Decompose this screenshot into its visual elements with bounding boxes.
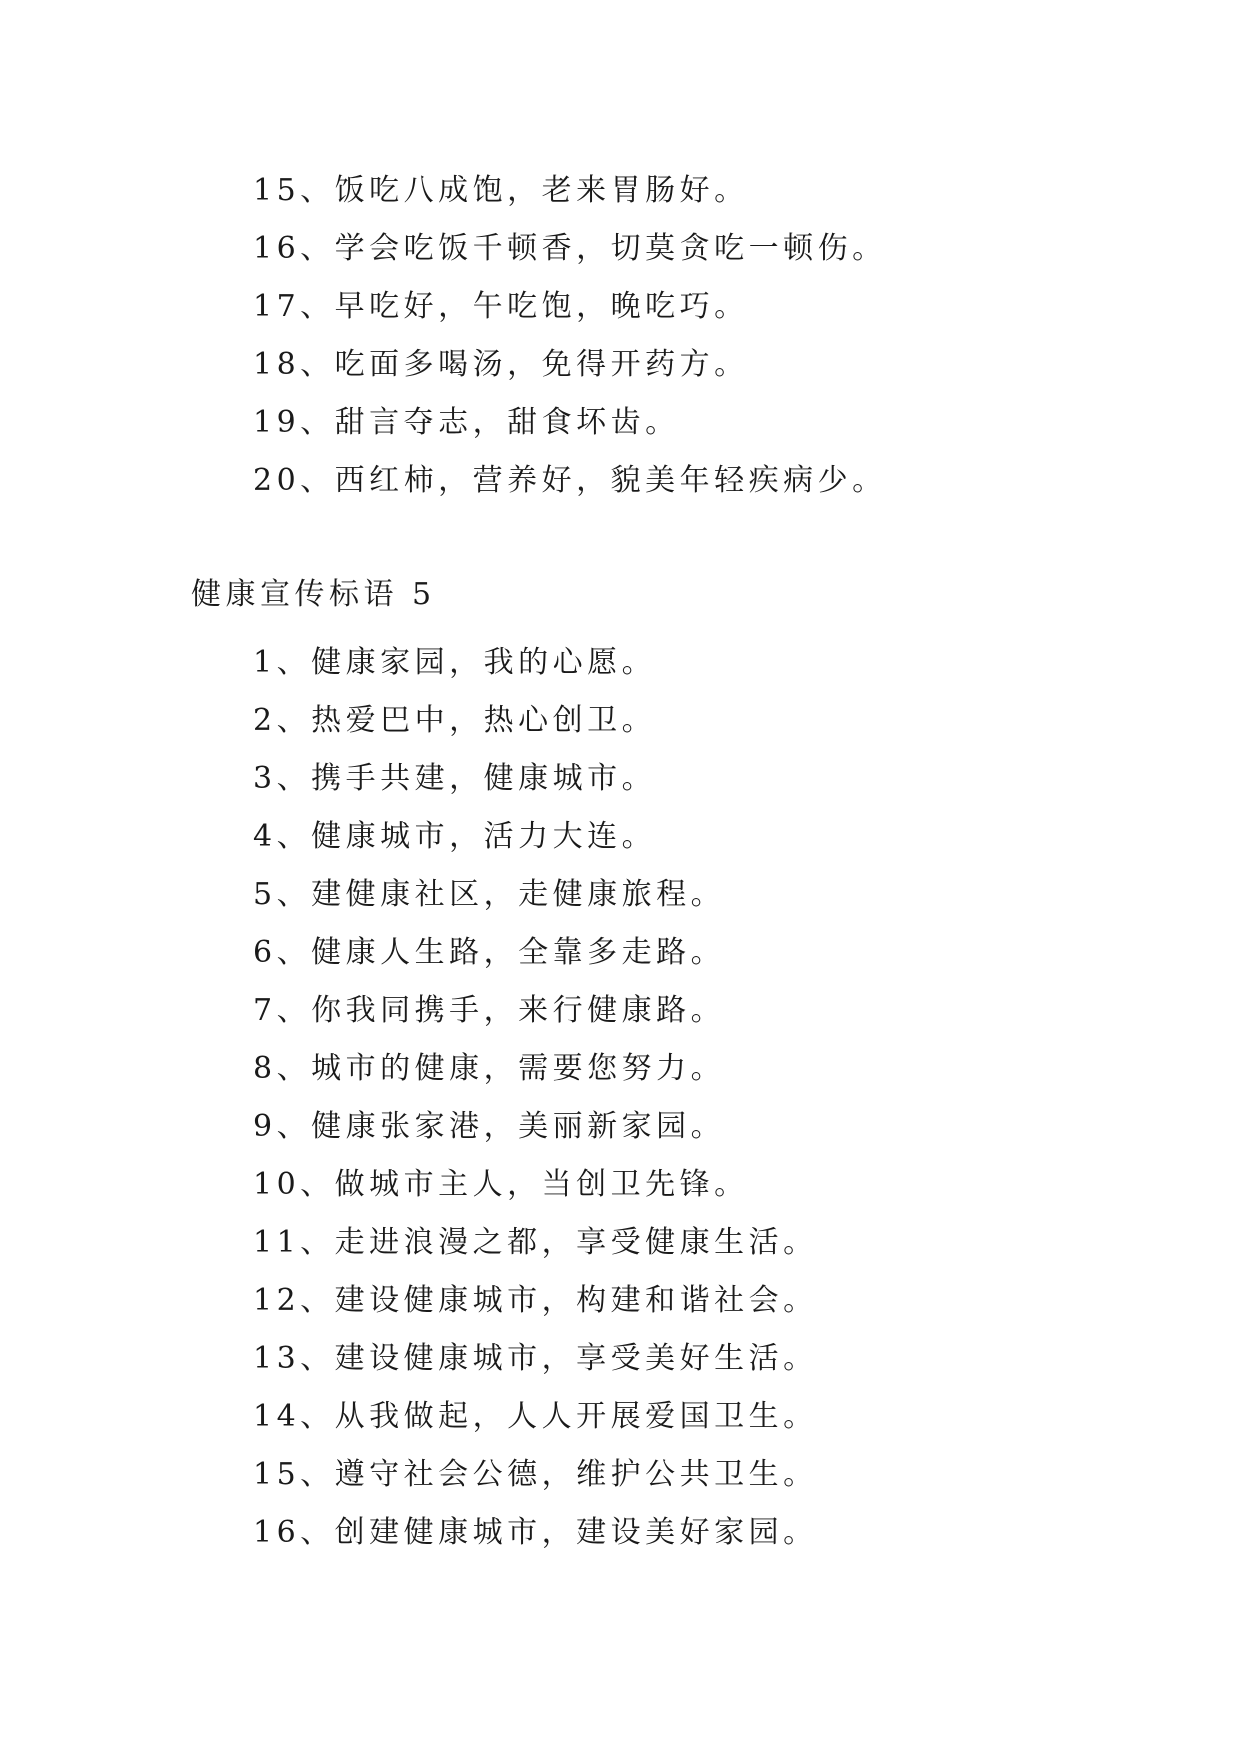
list-item: 1、健康家园，我的心愿。 xyxy=(253,645,657,680)
list-item: 16、创建健康城市，建设美好家园。 xyxy=(253,1515,818,1550)
list-item: 17、早吃好，午吃饱，晚吃巧。 xyxy=(253,289,749,324)
list-item: 10、做城市主人，当创卫先锋。 xyxy=(253,1167,749,1202)
list-item: 7、你我同携手，来行健康路。 xyxy=(253,993,726,1028)
list-item: 13、建设健康城市，享受美好生活。 xyxy=(253,1341,818,1376)
list-item: 12、建设健康城市，构建和谐社会。 xyxy=(253,1283,818,1318)
list-item: 6、健康人生路，全靠多走路。 xyxy=(253,935,726,970)
list-item: 15、遵守社会公德，维护公共卫生。 xyxy=(253,1457,818,1492)
slogan-list xyxy=(253,634,818,1562)
list-item: 19、甜言夺志，甜食坏齿。 xyxy=(253,405,680,440)
list-item: 8、城市的健康，需要您努力。 xyxy=(253,1051,726,1086)
slogan-list-continued xyxy=(253,162,887,510)
list-item: 14、从我做起，人人开展爱国卫生。 xyxy=(253,1399,818,1434)
section-heading: 健康宣传标语 5 xyxy=(191,577,436,612)
list-item: 3、携手共建，健康城市。 xyxy=(253,761,657,796)
list-item: 18、吃面多喝汤，免得开药方。 xyxy=(253,347,749,382)
list-item: 4、健康城市，活力大连。 xyxy=(253,819,657,854)
list-item: 20、西红柿，营养好，貌美年轻疾病少。 xyxy=(253,463,887,498)
list-item: 15、饭吃八成饱，老来胃肠好。 xyxy=(253,173,749,208)
list-item: 2、热爱巴中，热心创卫。 xyxy=(253,703,657,738)
list-item: 5、建健康社区，走健康旅程。 xyxy=(253,877,726,912)
list-item: 11、走进浪漫之都，享受健康生活。 xyxy=(253,1225,818,1260)
list-item: 9、健康张家港，美丽新家园。 xyxy=(253,1109,726,1144)
list-item: 16、学会吃饭千顿香，切莫贪吃一顿伤。 xyxy=(253,231,887,266)
